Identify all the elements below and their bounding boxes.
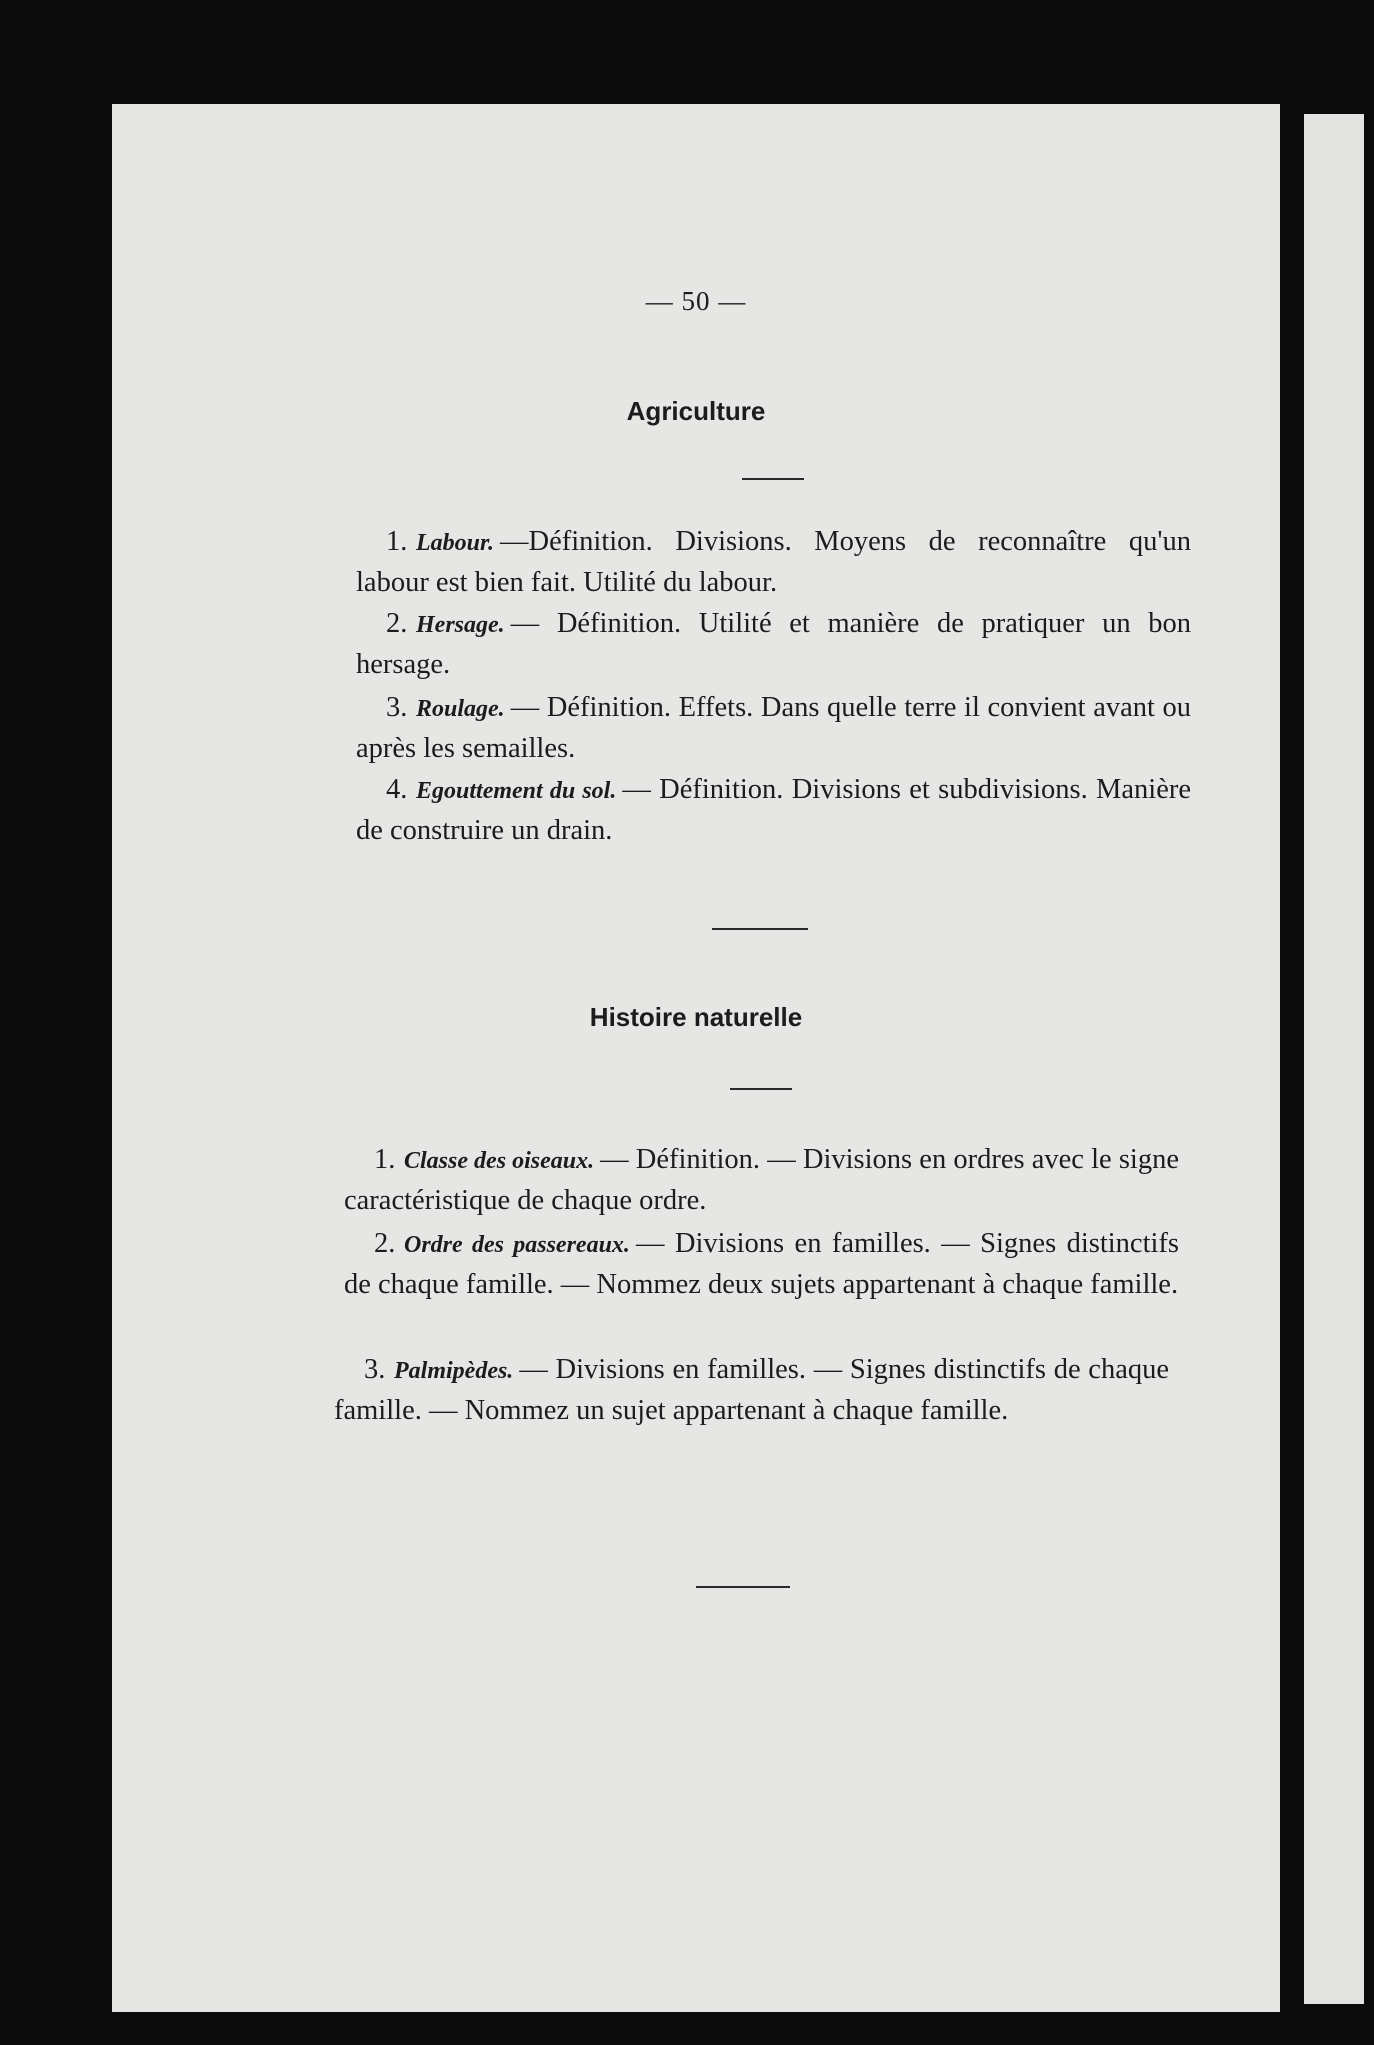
entry-number: 2. xyxy=(374,1228,396,1259)
agriculture-entry-3 xyxy=(356,688,1191,768)
entry-term: Egouttement du sol. xyxy=(416,778,617,804)
entry-number: 2. xyxy=(386,608,408,639)
entry-term: Roulage. xyxy=(416,696,505,722)
document-page xyxy=(112,104,1280,2012)
entry-text: — Définition. Utilité et manière de pratiquer un bon hersage. xyxy=(356,608,1191,680)
entry-number: 1. xyxy=(386,526,408,557)
entry-text: —Définition. Divisions. Moyens de reconnaître qu'un labour est bien fait. Utilité du labour. xyxy=(356,526,1191,598)
entry-text: — Définition. — Divisions en ordres avec le signe caractéristique de chaque ordre. xyxy=(344,1144,1179,1216)
title-rule xyxy=(730,1088,792,1090)
entry-text: — Définition. Divisions et subdivisions. Manière de construire un drain. xyxy=(356,774,1191,846)
entry-term: Classe des oiseaux. xyxy=(404,1148,595,1174)
entry-number: 4. xyxy=(386,774,408,805)
entry-number: 3. xyxy=(386,692,408,723)
histoire-entry-2 xyxy=(344,1224,1179,1304)
section-title-agriculture: Agriculture xyxy=(626,396,766,426)
agriculture-entry-4 xyxy=(356,770,1191,850)
section-divider xyxy=(712,928,808,930)
entry-term: Hersage. xyxy=(416,612,505,638)
end-rule xyxy=(696,1586,790,1588)
title-rule xyxy=(742,478,804,480)
entry-number: 3. xyxy=(364,1354,386,1385)
entry-term: Ordre des passereaux. xyxy=(404,1232,630,1258)
section-title-histoire-naturelle: Histoire naturelle xyxy=(589,1002,803,1032)
entry-text: — Divisions en familles. — Signes distinctifs de chaque famille. — Nommez un sujet appartenant à chaque famille. xyxy=(334,1354,1169,1426)
histoire-entry-1 xyxy=(344,1140,1179,1220)
entry-number: 1. xyxy=(374,1144,396,1175)
agriculture-entry-2 xyxy=(356,604,1191,684)
agriculture-entry-1 xyxy=(356,522,1191,602)
entry-text: — Définition. Effets. Dans quelle terre il convient avant ou après les semailles. xyxy=(356,692,1191,764)
entry-text: — Divisions en familles. — Signes distinctifs de chaque famille. — Nommez deux sujets appartenant à chaque famille. xyxy=(344,1228,1180,1300)
entry-term: Palmipèdes. xyxy=(394,1358,514,1384)
page-number: — 50 — xyxy=(645,286,747,316)
histoire-entry-3 xyxy=(334,1350,1169,1430)
adjacent-page-edge xyxy=(1304,114,1364,2004)
entry-term: Labour. xyxy=(416,530,495,556)
